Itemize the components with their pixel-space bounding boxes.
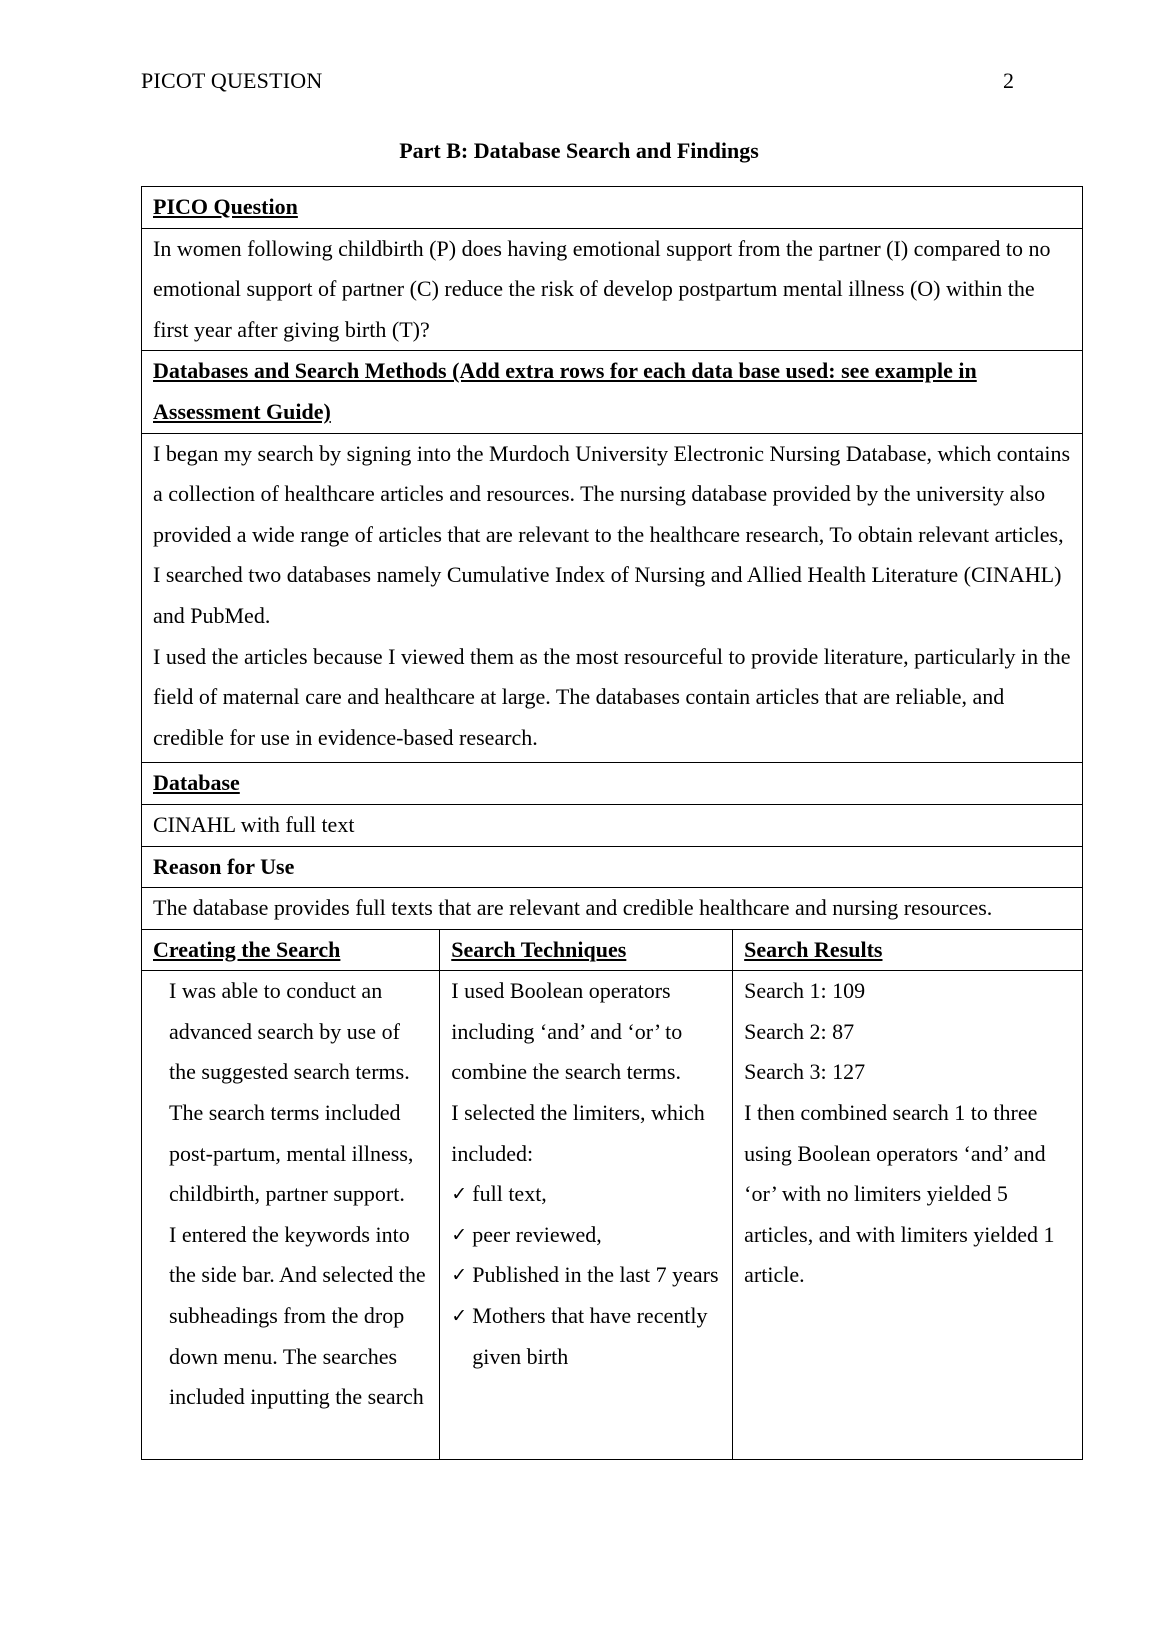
- reason-heading: Reason for Use: [153, 853, 295, 879]
- creating-search-text-2: I entered the keywords into the side bar. And selected the subheadings from the drop down menu. The searches included inputting the search: [169, 1221, 426, 1410]
- reason-heading-row: [142, 846, 1083, 888]
- checkmark-icon: ✓: [451, 1183, 468, 1206]
- reason-value: The database provides full texts that are relevant and credible healthcare and nursing resources.: [153, 895, 993, 921]
- checkmark-icon: ✓: [451, 1223, 468, 1246]
- pico-heading: PICO Question: [153, 194, 298, 219]
- pico-question-text: In women following childbirth (P) does having emotional support from the partner (I) compared to no emotional support of partner (C) reduce the risk of develop postpartum mental illness (O) within the first year after giving birth (T)?: [153, 235, 1051, 342]
- database-value-row: [142, 804, 1083, 846]
- search-columns-heading-row: [142, 929, 1083, 971]
- search-result-line: Search 3: 127: [744, 1059, 866, 1085]
- databases-heading: Databases and Search Methods (Add extra rows for each data base used: see example in Assessment Guide): [153, 358, 977, 424]
- reason-value-row: [142, 888, 1083, 930]
- search-content-row: [142, 971, 1083, 1460]
- list-item: ✓ Mothers that have recently given birth: [451, 1296, 722, 1377]
- search-results-heading: Search Results: [744, 936, 883, 962]
- search-results-summary: I then combined search 1 to three using Boolean operators ‘and’ and ‘or’ with no limiters yielded 5 articles, and with limiters yielded 1 article.: [744, 1100, 1055, 1288]
- pico-heading-row: [142, 187, 1083, 229]
- creating-search-heading: Creating the Search: [153, 936, 341, 962]
- techniques-intro-2: I selected the limiters, which included:: [451, 1100, 705, 1166]
- checkmark-icon: ✓: [451, 1264, 468, 1287]
- databases-heading-row: [142, 351, 1083, 433]
- findings-table: [141, 186, 1083, 1460]
- search-result-line: Search 2: 87: [744, 1018, 855, 1044]
- databases-paragraph-2: I used the articles because I viewed them as the most resourceful to provide literature, particularly in the field of maternal care and healthcare at large. The databases contain articles that are reliable, and credible for use in evidence-based research.: [153, 643, 1071, 750]
- checkmark-icon: ✓: [451, 1305, 468, 1328]
- database-heading: Database: [153, 770, 240, 796]
- list-item: ✓ full text,: [451, 1174, 722, 1215]
- limiters-list: [451, 1174, 722, 1377]
- database-value: CINAHL with full text: [153, 811, 355, 837]
- list-item: ✓ Published in the last 7 years: [451, 1255, 722, 1296]
- database-heading-row: [142, 763, 1083, 805]
- list-item: ✓ peer reviewed,: [451, 1215, 722, 1256]
- page-number: 2: [1003, 68, 1014, 93]
- techniques-intro-1: I used Boolean operators including ‘and’ and ‘or’ to combine the search terms.: [451, 978, 683, 1085]
- pico-text-row: [142, 228, 1083, 351]
- search-techniques-heading: Search Techniques: [451, 936, 627, 962]
- search-result-line: Search 1: 109: [744, 978, 866, 1004]
- running-head: PICOT QUESTION: [141, 68, 323, 93]
- page-title: Part B: Database Search and Findings: [399, 138, 759, 163]
- databases-paragraph-1: I began my search by signing into the Murdoch University Electronic Nursing Database, which contains a collection of healthcare articles and resources. The nursing database provided by the university also provided a wide range of articles that are relevant to the healthcare research, To obtain relevant articles, I searched two databases namely Cumulative Index of Nursing and Allied Health Literature (CINAHL) and PubMed.: [153, 440, 1071, 628]
- creating-search-text-1: I was able to conduct an advanced search by use of the suggested search terms. The search terms included post-partum, mental illness, childbirth, partner support.: [169, 978, 414, 1207]
- databases-text-row: [142, 433, 1083, 763]
